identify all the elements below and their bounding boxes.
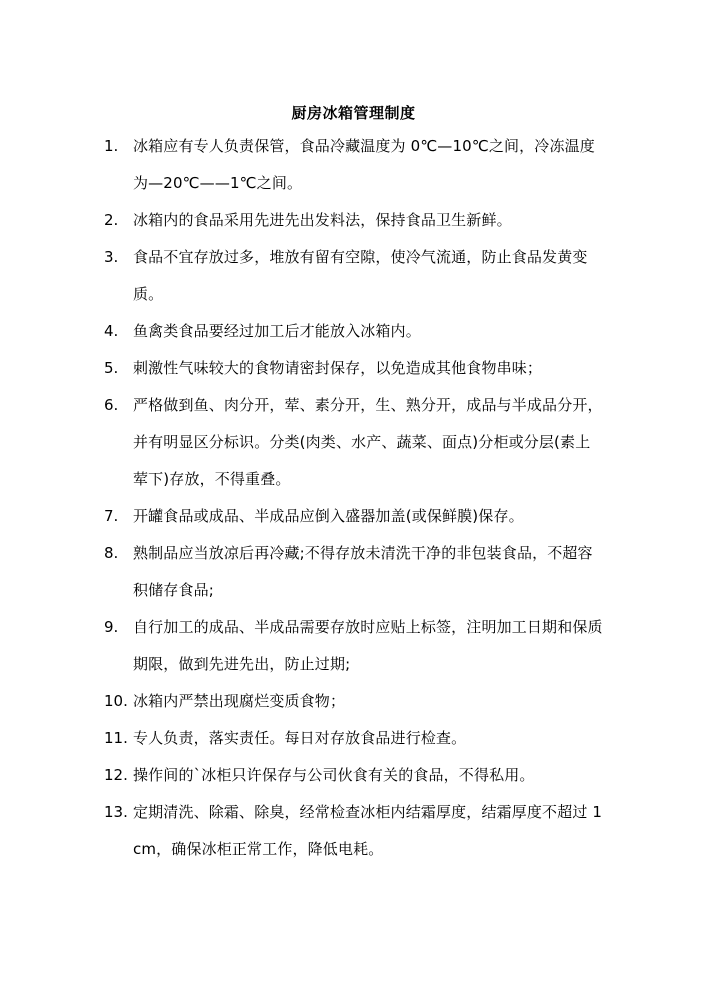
item-number: 1. — [104, 137, 119, 155]
rule-list — [104, 128, 604, 868]
item-text: 严格做到鱼、肉分开，荤、素分开，生、熟分开，成品与半成品分开，并有明显区分标识。分类(肉类、水产、蔬菜、面点)分柜或分层(素上荤下)存放，不得重叠。 — [133, 396, 603, 488]
item-text: 操作间的`冰柜只许保存与公司伙食有关的食品，不得私用。 — [133, 766, 535, 784]
list-item — [104, 720, 604, 757]
item-number: 6. — [104, 396, 119, 414]
item-number: 5. — [104, 359, 119, 377]
item-text: 定期清洗、除霜、除臭，经常检查冰柜内结霜厚度，结霜厚度不超过 1cm，确保冰柜正常工作，降低电耗。 — [133, 803, 603, 858]
list-item — [104, 202, 604, 239]
item-number: 10. — [104, 692, 128, 710]
item-text: 冰箱内的食品采用先进先出发料法，保持食品卫生新鲜。 — [133, 211, 512, 229]
item-number: 2. — [104, 211, 119, 229]
item-text: 鱼禽类食品要经过加工后才能放入冰箱内。 — [133, 322, 421, 340]
list-item — [104, 757, 604, 794]
list-item — [104, 535, 604, 609]
item-text: 冰箱内严禁出现腐烂变质食物； — [133, 692, 346, 710]
item-number: 13. — [104, 803, 128, 821]
item-number: 8. — [104, 544, 119, 562]
item-text: 开罐食品或成品、半成品应倒入盛器加盖(或保鲜膜)保存。 — [133, 507, 524, 525]
document-title: 厨房冰箱管理制度 — [291, 104, 416, 123]
list-item — [104, 128, 604, 202]
list-item — [104, 609, 604, 683]
item-number: 3. — [104, 248, 119, 266]
list-item — [104, 498, 604, 535]
list-item — [104, 350, 604, 387]
item-text: 冰箱应有专人负责保管，食品冷藏温度为 0℃—10℃之间，冷冻温度为—20℃——1℃之间。 — [133, 137, 595, 192]
item-number: 9. — [104, 618, 119, 636]
item-number: 4. — [104, 322, 119, 340]
list-item — [104, 794, 604, 868]
list-item — [104, 387, 604, 498]
list-item — [104, 683, 604, 720]
item-text: 熟制品应当放凉后再冷藏;不得存放未清洗干净的非包装食品，不超容积储存食品; — [133, 544, 593, 599]
item-text: 专人负责，落实责任。每日对存放食品进行检查。 — [133, 729, 467, 747]
list-item — [104, 313, 604, 350]
item-number: 7. — [104, 507, 119, 525]
item-number: 11. — [104, 729, 128, 747]
item-text: 食品不宜存放过多，堆放有留有空隙，使冷气流通，防止食品发黄变质。 — [133, 248, 588, 303]
item-number: 12. — [104, 766, 128, 784]
item-text: 自行加工的成品、半成品需要存放时应贴上标签，注明加工日期和保质期限，做到先进先出，防止过期; — [133, 618, 603, 673]
list-item — [104, 239, 604, 313]
item-text: 刺激性气味较大的食物请密封保存，以免造成其他食物串味； — [133, 359, 543, 377]
